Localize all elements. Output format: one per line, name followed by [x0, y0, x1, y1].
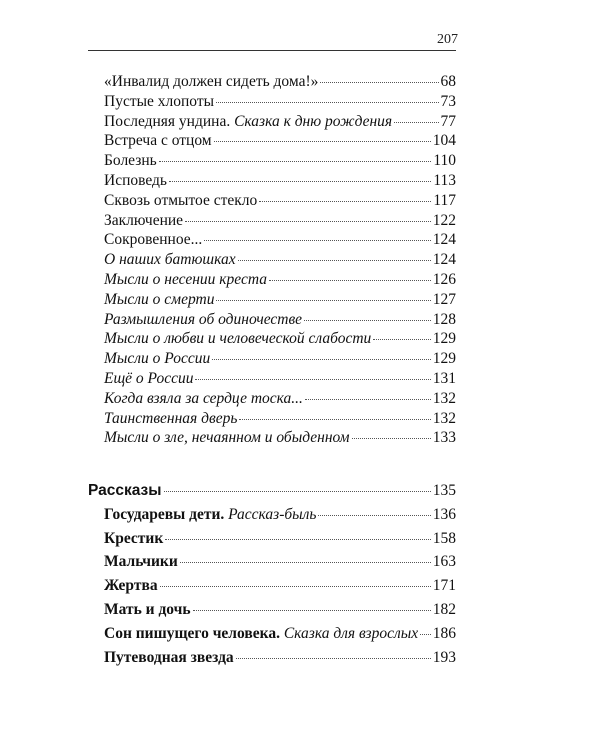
toc-leader-dots: [180, 562, 431, 563]
toc-entry: [0, 369, 456, 389]
toc-entry: [0, 230, 456, 250]
toc-entry: [0, 191, 456, 211]
toc-entry-title-text: Мысли о смерти: [104, 290, 215, 308]
toc-leader-dots: [193, 610, 431, 611]
toc-entry-title: [104, 310, 302, 330]
toc-entry-page: 68: [440, 73, 456, 90]
toc-entry-title-text: Таинственная дверь: [104, 409, 238, 427]
toc-entry-title: [104, 329, 371, 349]
toc-leader-dots: [318, 515, 430, 516]
toc-entry-page: 124: [432, 251, 456, 269]
toc-entry: [0, 131, 456, 151]
toc-leader-dots: [236, 658, 431, 659]
toc-entry-page: 133: [432, 429, 456, 447]
toc-entry-title: [104, 527, 163, 551]
toc-entry-title: [104, 171, 167, 191]
toc-entry-page: 128: [432, 310, 456, 328]
toc-entry-title: [104, 270, 267, 290]
toc-leader-dots: [169, 181, 431, 182]
toc-entry-title: [104, 574, 158, 598]
toc-entry-page: 129: [432, 350, 456, 368]
toc-leader-dots: [373, 339, 430, 340]
toc-entry-title-text: Размышления об одиночестве: [104, 310, 303, 328]
toc-entry-title-text: Мысли о несении креста: [104, 270, 267, 288]
toc-entry-title-text: Ещё о России: [104, 369, 194, 387]
toc-entry-page: 163: [432, 553, 456, 571]
toc-entry-page: 135: [432, 482, 456, 499]
toc-entry-page: 186: [432, 624, 456, 642]
toc-entry-title: [104, 151, 157, 171]
toc-entry-page: 136: [432, 505, 456, 523]
toc-entry: [0, 598, 456, 622]
toc-leader-dots: [159, 161, 432, 162]
toc-entry-page: 131: [432, 369, 456, 387]
toc-leader-dots: [204, 240, 430, 241]
toc-entry-subtitle: Сказка для взрослых: [283, 624, 419, 642]
toc-leader-dots: [259, 201, 431, 202]
toc-entry-title-text: Встреча с отцом: [104, 132, 212, 150]
toc-entry: [0, 574, 456, 598]
toc-list-1: [0, 72, 600, 448]
toc-entry-title: [104, 622, 418, 646]
toc-entry-page: 73: [440, 92, 456, 110]
toc-entry-title-text: Жертва: [104, 577, 158, 595]
toc-entry-title-text: Последняя ундина.: [104, 112, 231, 130]
toc-entry-page: 129: [432, 330, 456, 348]
toc-entry-page: 158: [432, 529, 456, 547]
toc-entry-page: 113: [433, 171, 456, 189]
toc-leader-dots: [238, 260, 431, 261]
toc-entry-page: 117: [433, 191, 456, 209]
toc-entry-title: [104, 428, 350, 448]
toc-entry-title: [88, 479, 162, 503]
toc-entry: [0, 503, 456, 527]
toc-leader-dots: [212, 359, 431, 360]
toc-leader-dots: [160, 586, 431, 587]
toc-leader-dots: [185, 221, 431, 222]
toc-entry: [0, 428, 456, 448]
toc-entry-page: 122: [432, 211, 456, 229]
toc-entry-title-text: «Инвалид должен сидеть дома!»: [104, 73, 319, 90]
toc-entry-title: [104, 250, 236, 270]
toc-entry-title-text: Мальчики: [104, 553, 178, 571]
toc-entry: [0, 622, 456, 646]
toc-leader-dots: [394, 122, 438, 123]
toc-list-2: [0, 479, 600, 669]
toc-entry-subtitle: Рассказ-быль: [228, 505, 317, 523]
toc-entry: [0, 211, 456, 231]
header-rule: [88, 50, 456, 51]
toc-entry-title: [104, 211, 183, 231]
toc-entry: [0, 479, 456, 503]
toc-entry-page: 132: [432, 389, 456, 407]
toc-entry-title-text: Пустые хлопоты: [104, 92, 215, 110]
toc-entry: [0, 409, 456, 429]
toc-entry-title-text: Сокровенное...: [104, 231, 203, 249]
toc-entry-page: 104: [432, 132, 456, 150]
toc-leader-dots: [352, 438, 431, 439]
toc-entry-title-text: Мысли о зле, нечаянном и обыденном: [104, 429, 350, 447]
toc-entry: [0, 250, 456, 270]
toc-entry-title: [104, 349, 210, 369]
toc-entry-title-text: Государевы дети.: [104, 505, 225, 523]
toc-entry-title: [104, 72, 318, 92]
toc-entry-title: [104, 191, 257, 211]
toc-entry: [0, 329, 456, 349]
toc-entry-title-text: Мать и дочь: [104, 600, 191, 618]
toc-entry-title: [104, 369, 193, 389]
toc-entry-title: [104, 550, 178, 574]
toc-leader-dots: [195, 379, 430, 380]
toc-entry-title-text: Сон пишущего человека.: [104, 624, 280, 642]
page-number: 207: [437, 32, 458, 47]
toc-entry-title-text: Путеводная звезда: [104, 648, 234, 666]
toc-entry-title: [104, 112, 392, 132]
toc-entry-title: [104, 409, 237, 429]
toc-entry-title-text: Болезнь: [104, 152, 157, 170]
toc-entry-title-text: Сквозь отмытое стекло: [104, 191, 258, 209]
toc-entry-title: [104, 92, 214, 112]
toc-entry: [0, 310, 456, 330]
toc-leader-dots: [164, 491, 431, 492]
toc-entry: [0, 112, 456, 132]
toc-entry-page: 110: [433, 152, 456, 170]
toc-entry: [0, 349, 456, 369]
toc-entry-title-text: Мысли о России: [104, 350, 211, 368]
toc-entry-title-text: О наших батюшках: [104, 251, 236, 269]
toc-entry: [0, 550, 456, 574]
toc-entry-page: 193: [432, 648, 456, 666]
toc-entry-subtitle: Сказка к дню рождения: [234, 112, 393, 130]
toc-entry-title: [104, 598, 191, 622]
toc-entry: [0, 527, 456, 551]
toc-entry: [0, 151, 456, 171]
toc-leader-dots: [165, 539, 430, 540]
toc-entry-title-text: Заключение: [104, 211, 184, 229]
toc-entry-page: 77: [440, 112, 456, 130]
toc-leader-dots: [269, 280, 431, 281]
toc-entry-title: [104, 230, 202, 250]
toc-leader-dots: [239, 419, 430, 420]
toc-entry: [0, 389, 456, 409]
toc-entry: [0, 171, 456, 191]
toc-entry-page: 182: [432, 600, 456, 618]
toc-entry-title-text: Исповедь: [104, 171, 167, 189]
toc-entry-title: [104, 290, 214, 310]
toc-entry-page: 126: [432, 270, 456, 288]
toc-entry: [0, 290, 456, 310]
toc-entry-page: 171: [432, 577, 456, 595]
toc-leader-dots: [216, 300, 430, 301]
toc-entry-title: [104, 389, 303, 409]
toc-entry-title-text: Когда взяла за сердце тоска...: [104, 389, 303, 407]
toc-entry: [0, 72, 456, 92]
toc-entry-title-text: Крестик: [104, 529, 164, 547]
toc-leader-dots: [214, 141, 431, 142]
toc-entry-title-text: Мысли о любви и человеческой слабости: [104, 330, 372, 348]
toc-entry-title-text: Рассказы: [88, 482, 162, 499]
toc-entry: [0, 646, 456, 670]
toc-entry: [0, 270, 456, 290]
toc-leader-dots: [304, 320, 431, 321]
toc-leader-dots: [305, 399, 431, 400]
toc-entry-page: 127: [432, 290, 456, 308]
toc-entry-page: 132: [432, 409, 456, 427]
toc-entry-title: [104, 131, 212, 151]
toc-entry-title: [104, 646, 234, 670]
toc-entry: [0, 92, 456, 112]
toc-entry-page: 124: [432, 231, 456, 249]
toc-leader-dots: [420, 634, 431, 635]
toc-entry-title: [104, 503, 316, 527]
toc-leader-dots: [216, 102, 438, 103]
toc-leader-dots: [320, 82, 438, 83]
